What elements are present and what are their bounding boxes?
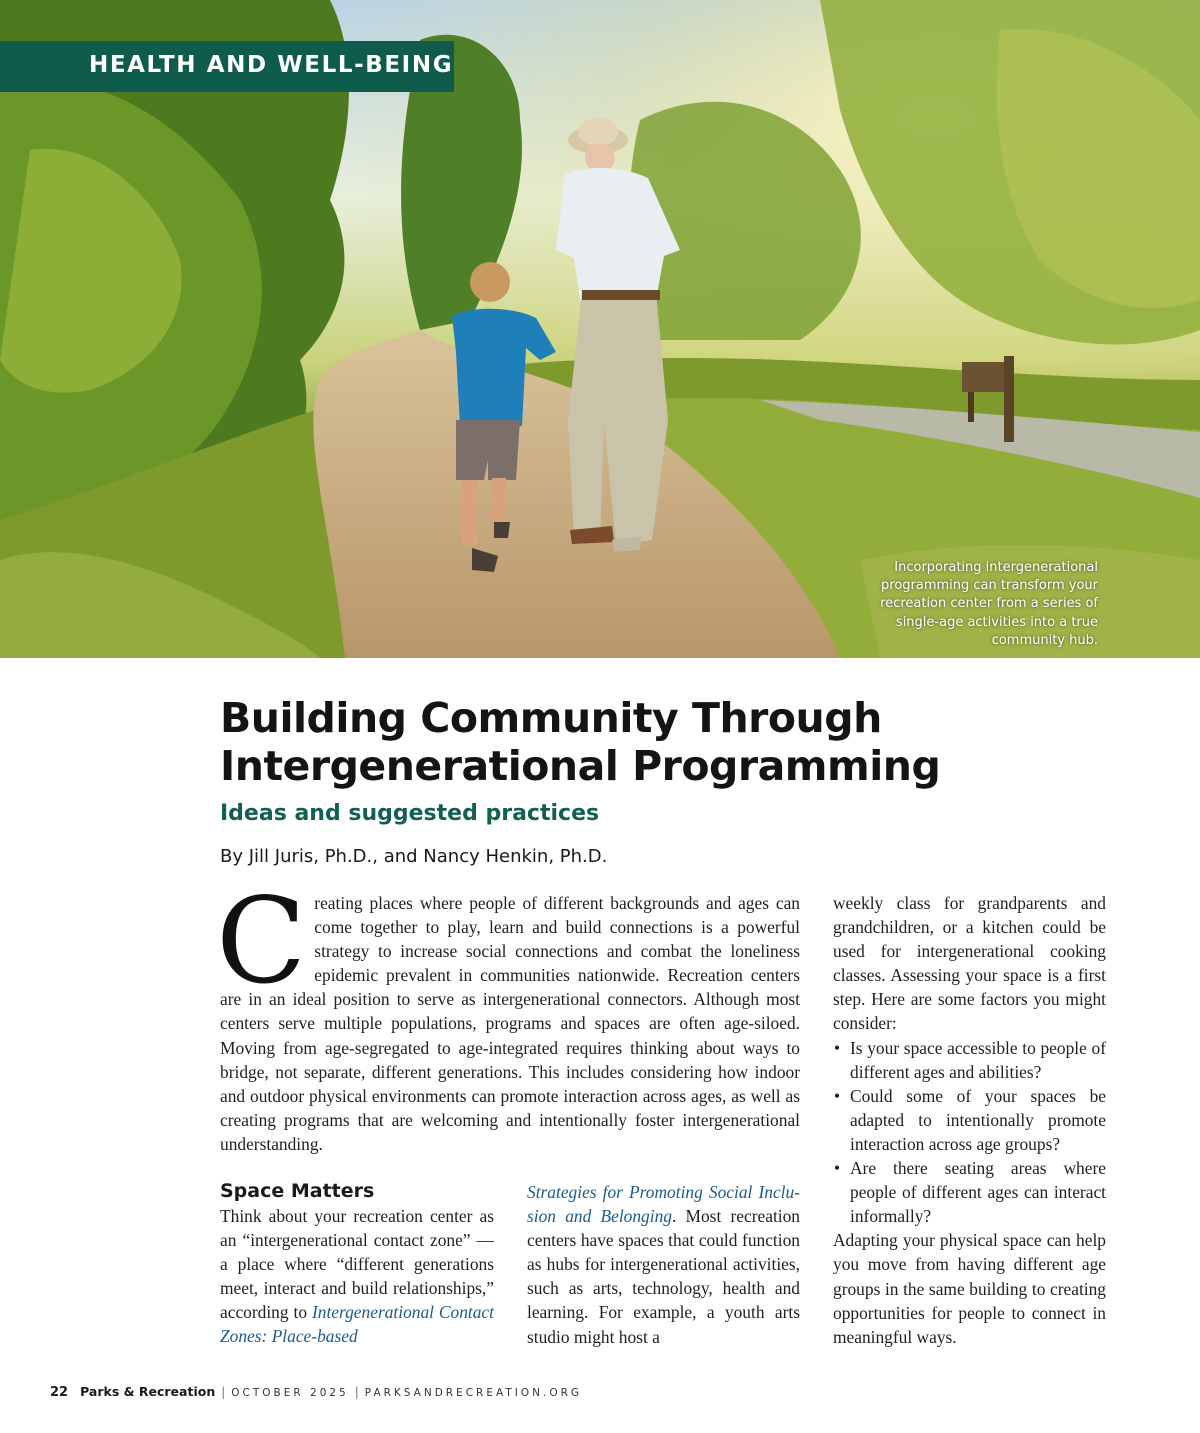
title-line-2: Intergenerational Programming	[220, 742, 941, 790]
hero-photo	[0, 0, 1200, 658]
title-line-1: Building Community Through	[220, 694, 882, 742]
article-subtitle: Ideas and suggested practices	[220, 801, 600, 826]
space-text-part-1: Think about your recreation center as an “intergenerational contact zone” — a place where “different generations meet, interact and build relationships,” according to	[220, 1206, 494, 1323]
magazine-name: Parks & Recreation	[80, 1384, 216, 1399]
drop-cap: C	[216, 872, 307, 1010]
article-byline: By Jill Juris, Ph.D., and Nancy Henkin, Ph.D.	[220, 846, 608, 867]
footer-separator: |	[221, 1385, 226, 1399]
intro-text: reating places where people of different backgrounds and ages can come together to play, learn and build connections is a powerful strategy to increase social connections and combat the loneliness epidemic prevalent in communities nationwide. Recreation centers are in an ideal position to serve as intergenerational connectors. Although most centers serve multiple populations, programs and spaces are often age-siloed. Moving from age-segregated to age-integrated requires thinking about ways to bridge, not separate, different generations. This includes considering how indoor and outdoor physical environments can promote interaction across ages, as well as creating programs that are welcoming and intentionally foster intergenerational understanding.	[220, 893, 800, 1154]
column-1	[220, 1178, 494, 1349]
page-footer	[50, 1384, 582, 1400]
website-link[interactable]: PARKSANDRECREATION.ORG	[364, 1387, 583, 1399]
article-title	[220, 694, 980, 790]
intro-paragraph	[216, 872, 800, 1156]
photo-caption: Incorporating intergenerational programming can transform your recreation center from a series of single-age activities into a true community hub.	[880, 560, 1098, 648]
section-label: HEALTH AND WELL-BEING	[0, 41, 454, 92]
col3-paragraph-1: weekly class for grandparents and grandchildren, or a kitchen could be used for intergenerational cooking classes. Assessing your space is a first step. Here are some factors you might consider:	[833, 893, 1106, 1034]
list-item: • Is your space accessible to people of different ages and abilities?	[833, 1036, 1106, 1084]
list-item: • Are there seating areas where people of different ages can interact informally?	[833, 1156, 1106, 1228]
column-3	[833, 891, 1106, 1349]
list-item: • Could some of your spaces be adapted to intentionally promote interaction across age groups?	[833, 1084, 1106, 1156]
section-heading-space-matters: Space Matters	[220, 1180, 375, 1202]
reference-link-continued[interactable]: Strategies for Promoting Social Inclusion and Belonging	[527, 1182, 800, 1227]
reference-link[interactable]: Intergenerational Contact Zones: Place-based	[220, 1302, 494, 1347]
column-2	[527, 1180, 800, 1349]
space-text-part-2: . Most recreation centers have spaces that could function as hubs for intergenerational activities, such as arts, technology, health and learning. For example, a youth arts studio might host a	[527, 1206, 800, 1347]
footer-separator: |	[354, 1385, 359, 1399]
issue-date: OCTOBER 2025	[231, 1387, 349, 1399]
page-number: 22	[50, 1385, 69, 1400]
col3-paragraph-2: Adapting your physical space can help you move from having different age groups in the same building to creating opportunities for people to connect in meaningful ways.	[833, 1230, 1106, 1347]
factor-list	[833, 1036, 1106, 1229]
